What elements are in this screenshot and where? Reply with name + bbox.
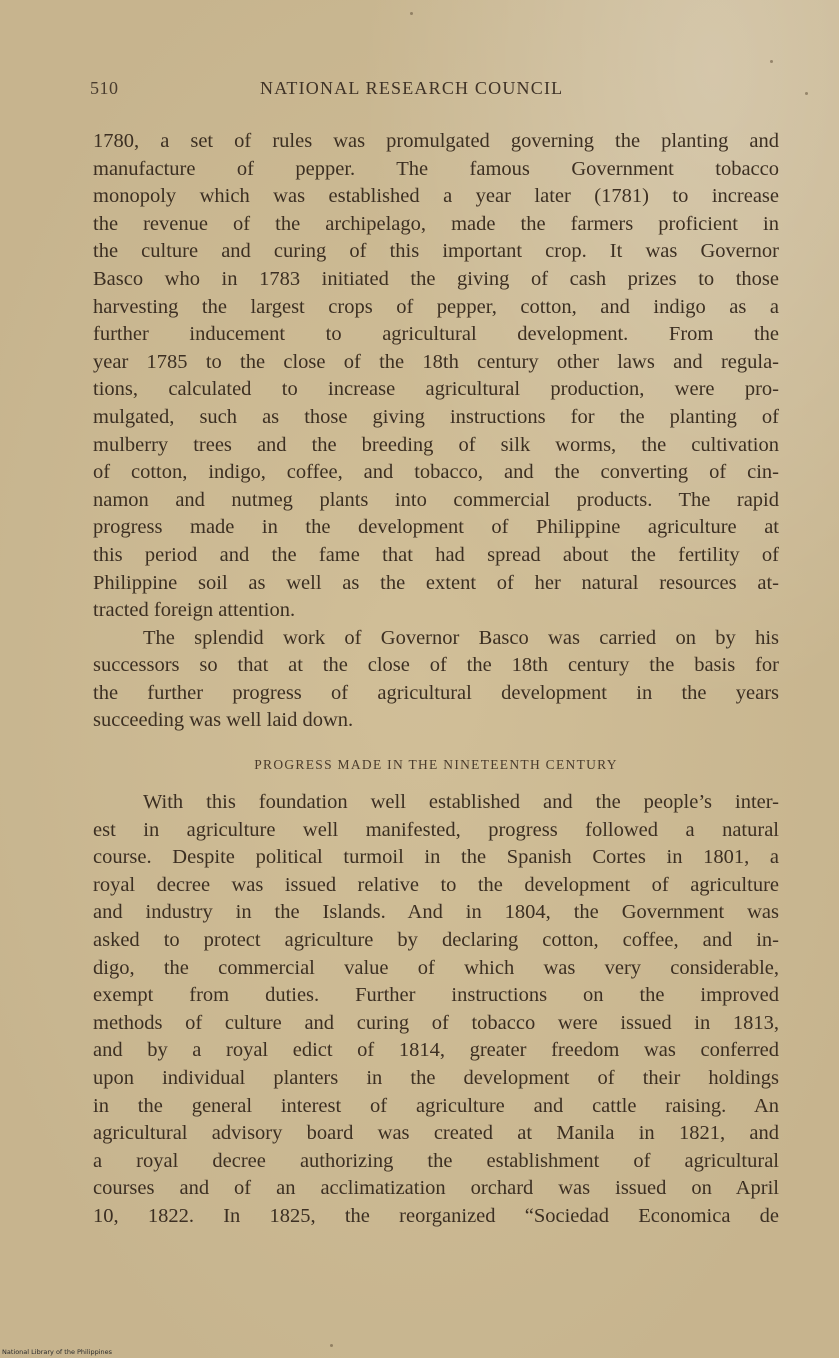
text-line: The splendid work of Governor Basco was carried on by his xyxy=(143,626,779,649)
text-line: further inducement to agricultural development. From the xyxy=(93,323,779,346)
text-line: est in agriculture well manifested, progress followed a natural xyxy=(93,818,779,841)
page-number: 510 xyxy=(90,78,119,98)
text-line: succeeding was well laid down. xyxy=(93,709,354,732)
text-line: in the general interest of agriculture and cattle raising. An xyxy=(93,1094,779,1117)
body-text xyxy=(93,128,779,1231)
text-line: exempt from duties. Further instructions on the improved xyxy=(93,984,779,1007)
text-line: harvesting the largest crops of pepper, cotton, and indigo as a xyxy=(93,295,779,318)
text-line: digo, the commercial value of which was very considerable, xyxy=(93,956,779,979)
text-line: a royal decree authorizing the establishment of agricultural xyxy=(93,1149,779,1172)
text-line: mulgated, such as those giving instructions for the planting of xyxy=(93,405,779,428)
paper-speck xyxy=(805,92,808,95)
text-line: agricultural advisory board was created at Manila in 1821, and xyxy=(93,1122,779,1145)
text-line: mulberry trees and the breeding of silk worms, the cultivation xyxy=(93,433,779,456)
text-line: and by a royal edict of 1814, greater freedom was conferred xyxy=(93,1039,779,1062)
text-line: royal decree was issued relative to the development of agriculture xyxy=(93,873,779,896)
text-line: course. Despite political turmoil in the Spanish Cortes in 1801, a xyxy=(93,846,779,869)
paper-speck xyxy=(410,12,413,15)
paper-speck xyxy=(770,60,773,63)
section-heading: PROGRESS MADE IN THE NINETEENTH CENTURY xyxy=(254,757,618,773)
text-line: upon individual planters in the development of their holdings xyxy=(93,1067,779,1089)
text-line: tracted foreign attention. xyxy=(93,599,296,622)
text-line: courses and of an acclimatization orchard was issued on April xyxy=(93,1177,779,1200)
text-line: and industry in the Islands. And in 1804, the Government was xyxy=(93,901,779,924)
text-line: Philippine soil as well as the extent of her natural resources at- xyxy=(93,571,779,594)
paragraph-2 xyxy=(93,625,779,735)
text-line: 10, 1822. In 1825, the reorganized “Sociedad Economica de xyxy=(93,1204,779,1227)
text-line: this period and the fame that had spread about the fertility of xyxy=(93,543,779,566)
text-line: With this foundation well established and the people’s inter- xyxy=(143,791,779,814)
journal-title: NATIONAL RESEARCH COUNCIL xyxy=(260,78,564,98)
text-line: successors so that at the close of the 18th century the basis for xyxy=(93,654,779,677)
text-line: Basco who in 1783 initiated the giving of cash prizes to those xyxy=(93,267,779,290)
paragraph-3 xyxy=(93,789,779,1231)
text-line: of cotton, indigo, coffee, and tobacco, and the converting of cin- xyxy=(93,461,779,484)
text-line: the revenue of the archipelago, made the farmers proficient in xyxy=(93,212,779,235)
text-line: year 1785 to the close of the 18th century other laws and regula- xyxy=(93,350,779,373)
text-line: namon and nutmeg plants into commercial products. The rapid xyxy=(93,488,779,511)
text-line: the culture and curing of this important crop. It was Governor xyxy=(93,240,779,263)
text-line: tions, calculated to increase agricultural production, were pro- xyxy=(93,378,779,401)
text-line: monopoly which was established a year later (1781) to increase xyxy=(93,185,779,208)
paper-speck xyxy=(330,1344,333,1347)
source-credit: National Library of the Philippines xyxy=(2,1348,113,1356)
paragraph-1 xyxy=(93,128,779,625)
running-head xyxy=(90,78,790,102)
text-line: methods of culture and curing of tobacco were issued in 1813, xyxy=(93,1011,779,1034)
text-line: manufacture of pepper. The famous Government tobacco xyxy=(93,157,779,180)
text-line: the further progress of agricultural development in the years xyxy=(93,681,779,704)
text-line: asked to protect agriculture by declaring cotton, coffee, and in- xyxy=(93,929,779,952)
text-line: progress made in the development of Philippine agriculture at xyxy=(93,516,779,539)
text-line: 1780, a set of rules was promulgated governing the planting and xyxy=(93,130,779,152)
